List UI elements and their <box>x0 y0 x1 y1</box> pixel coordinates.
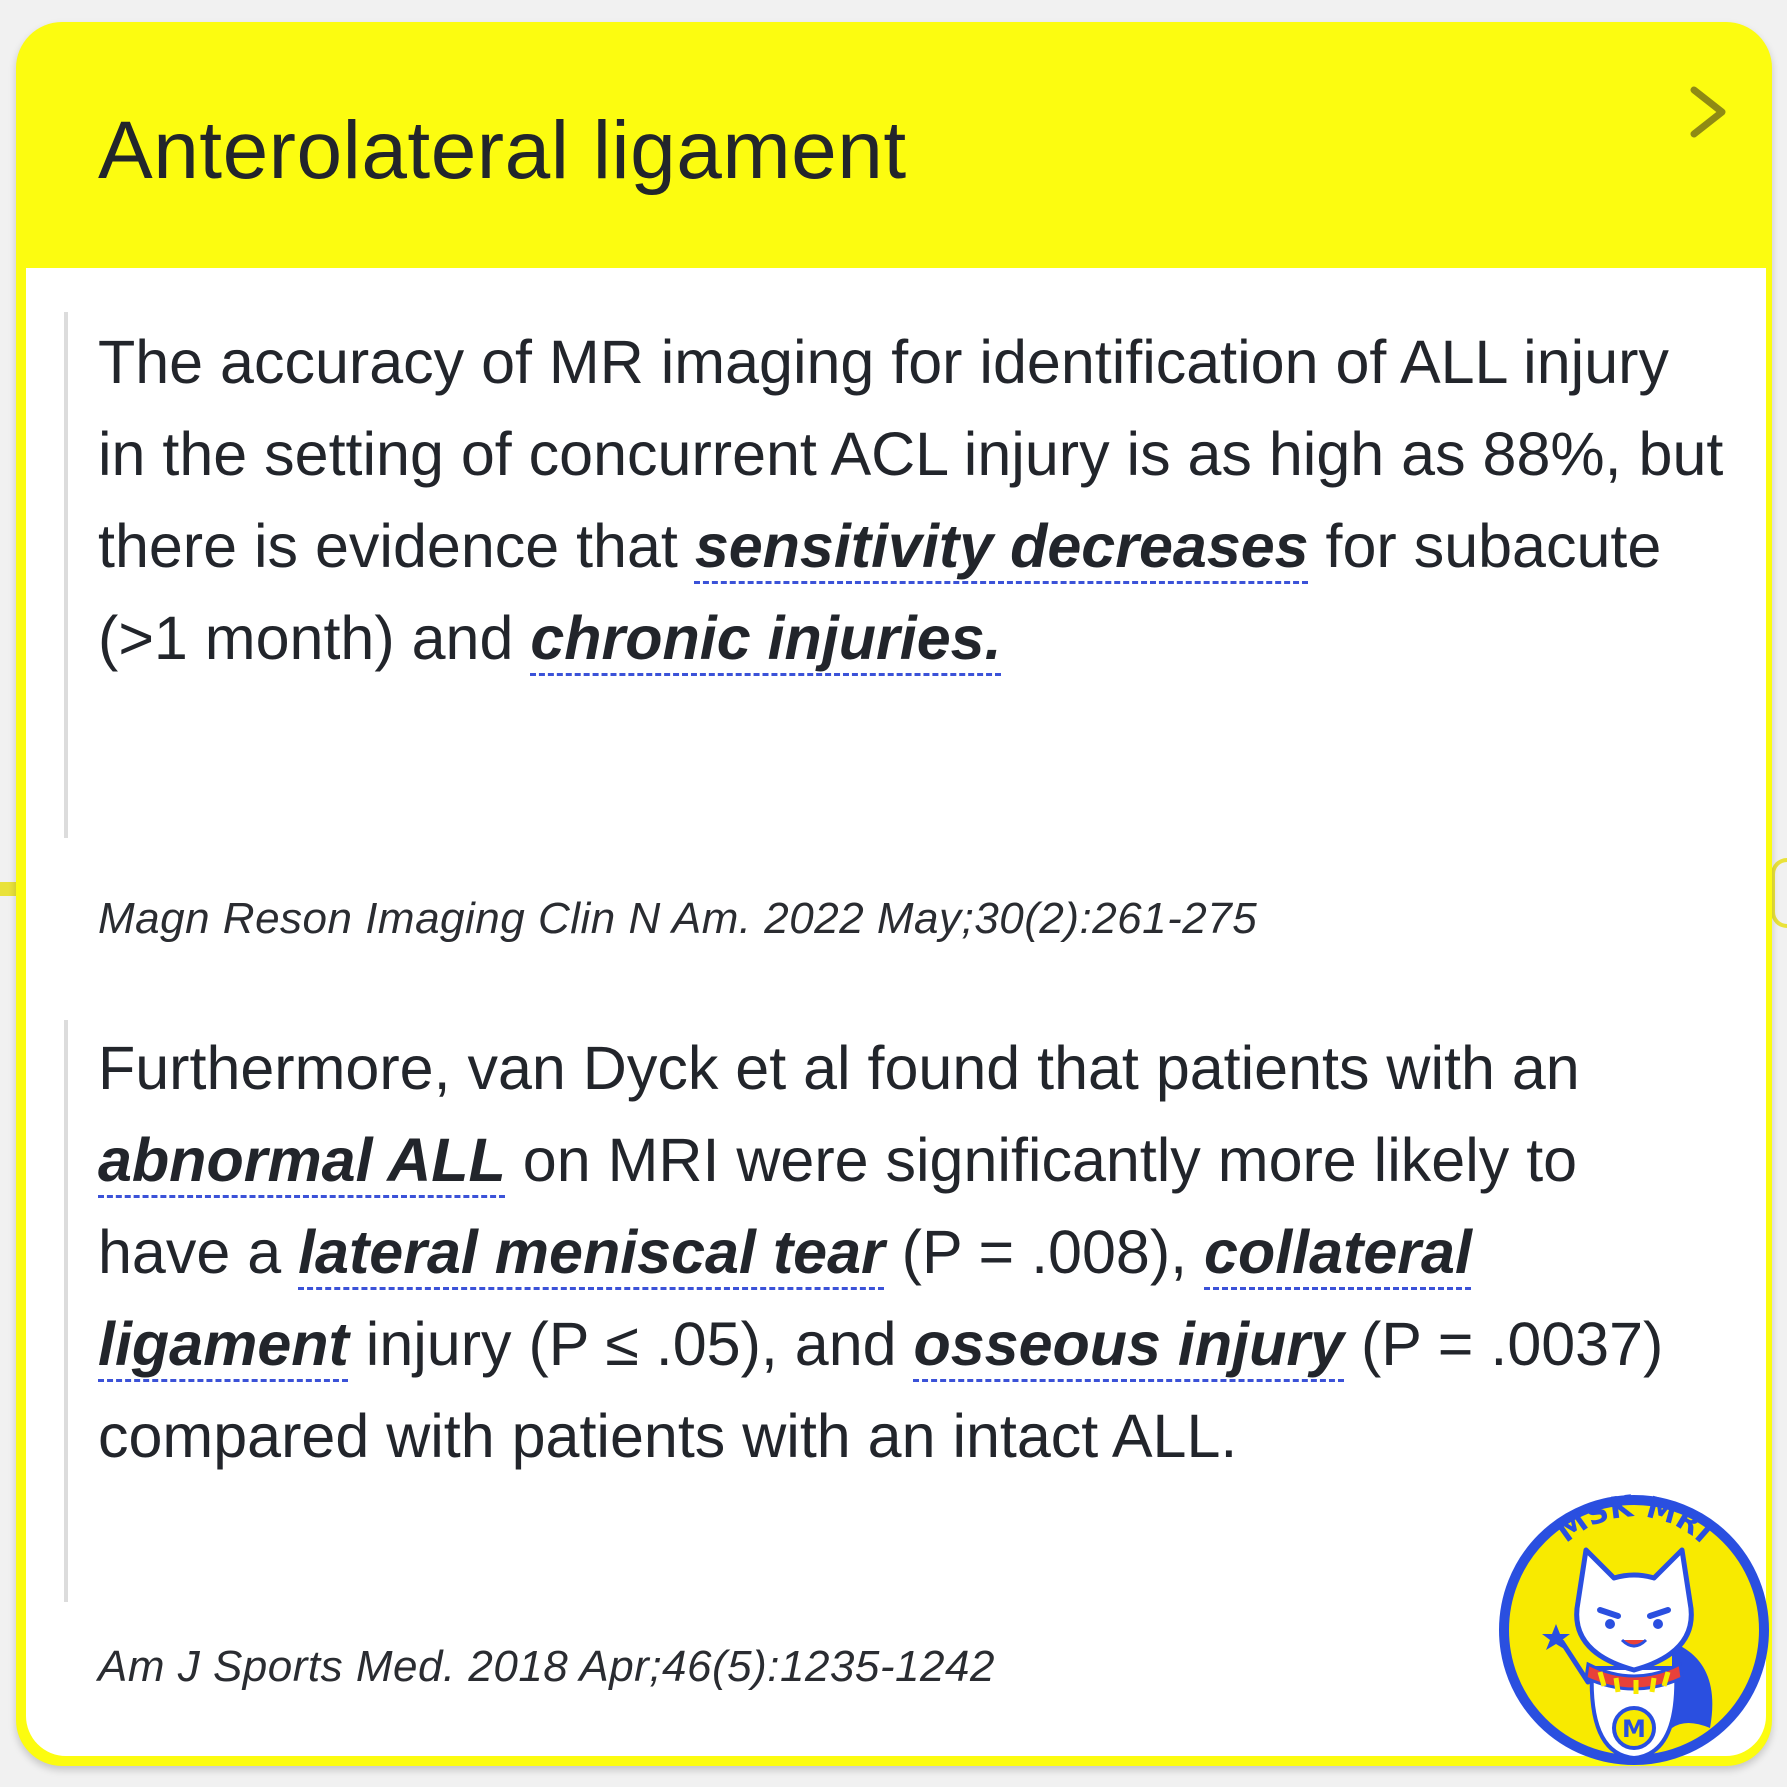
text-run: Furthermore, van Dyck et al found that patients with an <box>98 1034 1580 1102</box>
card-title: Anterolateral ligament <box>98 105 907 196</box>
highlight-collateral-ligament: collateral ligament <box>98 1218 1472 1378</box>
highlight-sensitivity-decreases: sensitivity decreases <box>694 512 1309 580</box>
text-run: on MRI were significantly more likely to have a <box>98 1126 1578 1286</box>
citation-2: Am J Sports Med. 2018 Apr;46(5):1235-1242 <box>98 1642 995 1691</box>
highlight-chronic-injuries: chronic injuries. <box>530 604 1002 672</box>
text-run: (P = .008), <box>884 1218 1205 1286</box>
highlight-osseous-injury: osseous injury <box>913 1310 1345 1378</box>
highlight-lateral-meniscal-tear: lateral meniscal tear <box>298 1218 885 1286</box>
highlight-abnormal-all: abnormal ALL <box>98 1126 506 1194</box>
logo-text: MSK MRI <box>1550 1492 1720 1551</box>
text-run: for subacute (>1 month) and <box>98 512 1662 672</box>
right-edge-tab <box>1771 858 1787 928</box>
logo-badge-letter: M <box>1622 1715 1646 1743</box>
citation-1: Magn Reson Imaging Clin N Am. 2022 May;30(2):261-275 <box>98 894 1258 943</box>
msk-mri-logo <box>1496 1492 1772 1768</box>
chevron-right-icon[interactable] <box>1680 82 1740 142</box>
quote-block-2 <box>64 1020 1724 1602</box>
text-run: (P = .0037) compared with patients with an intact ALL. <box>98 1310 1664 1470</box>
text-run: injury (P ≤ .05), and <box>348 1310 914 1378</box>
left-edge-mark <box>0 882 16 896</box>
text-run: The accuracy of MR imaging for identification of ALL injury in the setting of concurrent ACL injury is as high as 88%, but there is evidence that <box>98 328 1724 580</box>
quote-block-1 <box>64 312 1724 838</box>
paragraph-1 <box>98 312 1724 684</box>
paragraph-2 <box>98 1020 1724 1482</box>
